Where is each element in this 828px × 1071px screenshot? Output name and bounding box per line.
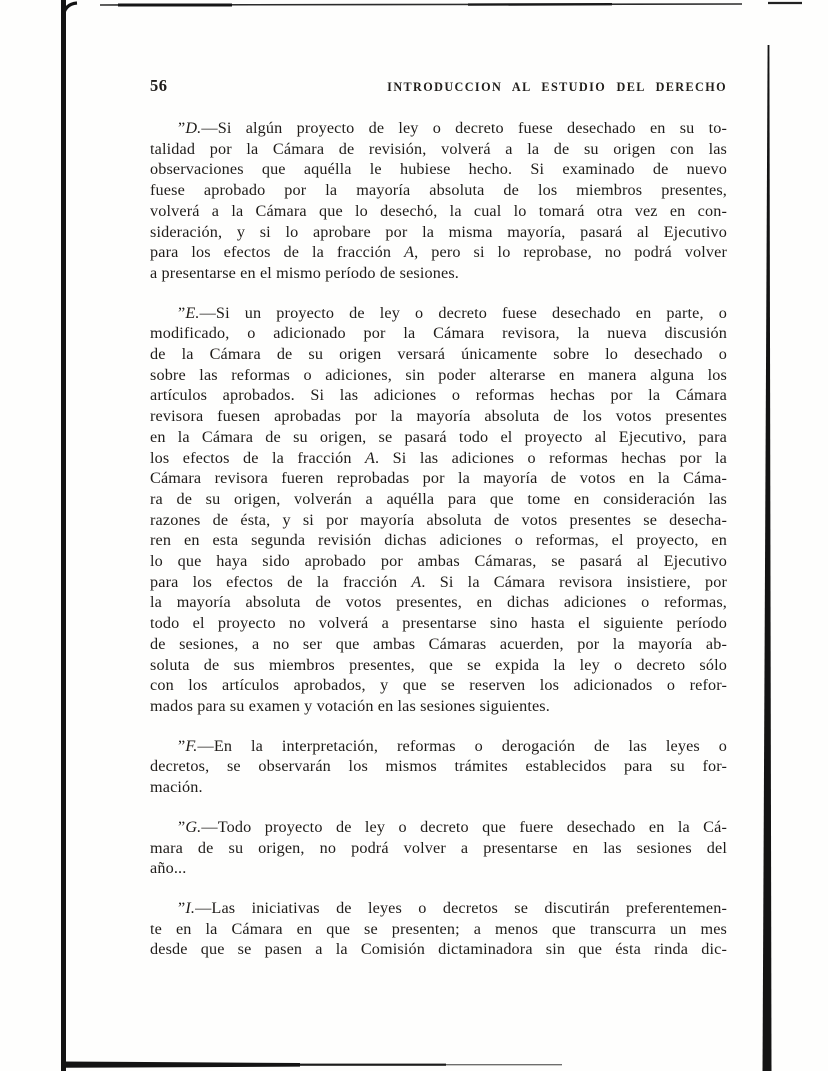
text-line: revisora fuesen aprobadas por la mayoría absoluta de los votos presentes bbox=[150, 407, 727, 426]
text-line: año... bbox=[150, 859, 187, 878]
text-line: de la Cámara de su origen versará únicamente sobre lo desechado o bbox=[150, 345, 727, 364]
text-line: soluta de sus miembros presentes, que se expida la ley o decreto sólo bbox=[150, 655, 727, 674]
left-edge-line bbox=[61, 0, 66, 1071]
text-line: talidad por la Cámara de revisión, volverá a la de su origen con las bbox=[150, 139, 727, 158]
paragraph-D bbox=[150, 118, 727, 284]
page-number: 56 bbox=[150, 76, 168, 95]
text-line: de sesiones, a no ser que ambas Cámaras acuerden, por la mayoría ab- bbox=[150, 634, 727, 653]
text-line: Cámara revisora fueren reprobadas por la mayoría de votos en la Cáma- bbox=[150, 469, 727, 488]
text-line: observaciones que aquélla le hubiese hecho. Si examinado de nuevo bbox=[150, 160, 727, 179]
bottom-edge-line-faint bbox=[446, 1064, 562, 1065]
paragraph-F bbox=[150, 736, 727, 798]
page-header bbox=[150, 76, 727, 96]
running-title: INTRODUCCION AL ESTUDIO DEL DERECHO bbox=[387, 80, 727, 94]
text-block bbox=[150, 118, 727, 960]
text-line: en la Cámara de su origen, se pasará todo el proyecto al Ejecutivo, para bbox=[150, 427, 727, 446]
right-edge-line bbox=[763, 45, 772, 1071]
text-line: ”G.—Todo proyecto de ley o decreto que fuere desechado en la Cá- bbox=[178, 817, 727, 836]
text-line: fuese aprobado por la mayoría absoluta de los miembros presentes, bbox=[150, 181, 727, 200]
text-line: todo el proyecto no volverá a presentarse sino hasta el siguiente período bbox=[150, 614, 727, 633]
top-edge-line bbox=[100, 4, 742, 5]
paragraph-E bbox=[150, 303, 727, 717]
text-line: ”I.—Las iniciativas de leyes o decretos se discutirán preferentemen- bbox=[178, 898, 727, 917]
text-line: con los artículos aprobados, y que se reserven los adicionados o refor- bbox=[150, 676, 727, 695]
text-line: desde que se pasen a la Comisión dictaminadora sin que ésta rinda dic- bbox=[150, 940, 727, 959]
text-line: los efectos de la fracción A. Si las adiciones o reformas hechas por la bbox=[150, 448, 728, 467]
text-line: sideración, y si lo aprobare por la misma mayoría, pasará al Ejecutivo bbox=[150, 222, 727, 241]
text-line: mación. bbox=[150, 778, 203, 797]
text-line: la mayoría absoluta de votos presentes, en dichas adiciones o reformas, bbox=[150, 593, 727, 612]
text-line: a presentarse en el mismo período de sesiones. bbox=[150, 263, 459, 282]
left-edge-top-hook bbox=[63, 3, 77, 18]
text-line: te en la Cámara en que se presenten; a menos que transcurra un mes bbox=[150, 919, 727, 938]
text-line: para los efectos de la fracción A. Si la Cámara revisora insistiere, por bbox=[150, 572, 727, 591]
text-line: ”E.—Si un proyecto de ley o decreto fuese desechado en parte, o bbox=[178, 303, 727, 322]
text-line: para los efectos de la fracción A, pero si lo reprobase, no podrá volver bbox=[150, 243, 727, 262]
paragraph-G bbox=[150, 817, 727, 879]
text-line: ”D.—Si algún proyecto de ley o decreto fuese desechado en su to- bbox=[178, 119, 727, 137]
text-line: lo que haya sido aprobado por ambas Cámaras, se pasará al Ejecutivo bbox=[150, 552, 727, 571]
bottom-edge-line-mid bbox=[300, 1064, 446, 1066]
text-line: sobre las reformas o adiciones, sin poder alterarse en manera alguna los bbox=[150, 365, 727, 384]
text-line: decretos, se observarán los mismos trámites establecidos para su for- bbox=[150, 757, 727, 776]
text-line: ”F.—En la interpretación, reformas o derogación de las leyes o bbox=[178, 736, 727, 755]
text-line: modificado, o adicionado por la Cámara revisora, la nueva discusión bbox=[150, 324, 727, 343]
text-line: volverá a la Cámara que lo desechó, la cual lo tomará otra vez en con- bbox=[150, 201, 727, 220]
paragraph-I bbox=[150, 898, 727, 960]
text-line: razones de ésta, y si por mayoría absoluta de votos presentes se desecha- bbox=[150, 510, 727, 529]
bottom-edge-line bbox=[62, 1062, 300, 1068]
text-line: mados para su examen y votación en las sesiones siguientes. bbox=[150, 696, 550, 715]
text-line: artículos aprobados. Si las adiciones o reformas hechas por la Cámara bbox=[150, 386, 727, 405]
text-line: ren en esta segunda revisión dichas adiciones o reformas, el proyecto, en bbox=[150, 531, 727, 550]
text-line: mara de su origen, no podrá volver a presentarse en las sesiones del bbox=[150, 838, 727, 857]
text-line: ra de su origen, volverán a aquélla para que tome en consideración las bbox=[150, 489, 727, 508]
